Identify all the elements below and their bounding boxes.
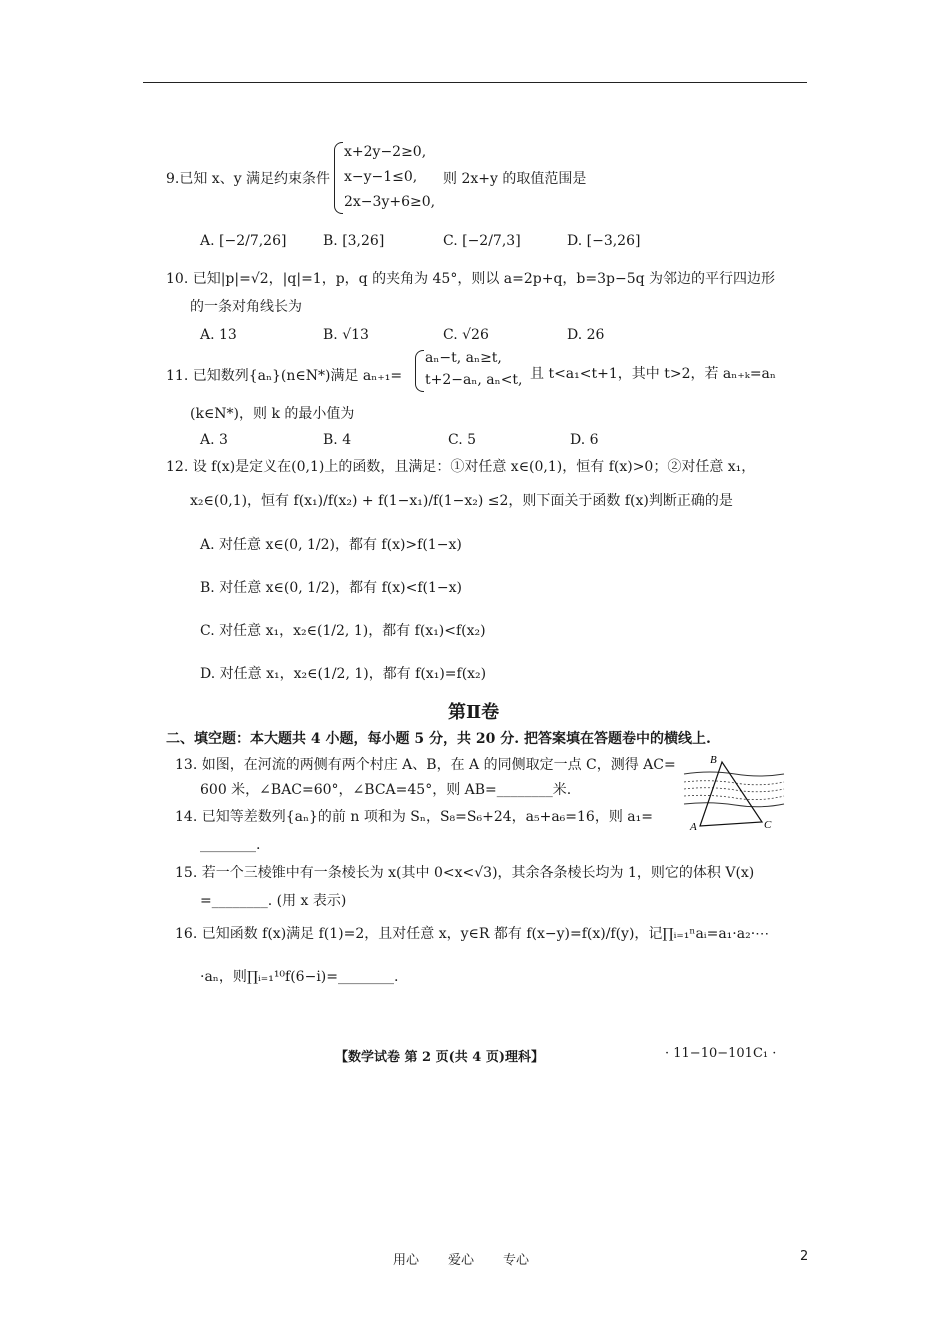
vertex-c-label: C <box>764 819 772 831</box>
q15-line-2: =________. (用 x 表示) <box>200 893 347 909</box>
q10-option-d: D. 26 <box>567 327 605 343</box>
footer-exam-info: 【数学试卷 第 2 页(共 4 页)理科】 <box>335 1050 545 1065</box>
header-rule <box>143 82 807 83</box>
q10-option-b: B. √13 <box>323 327 369 343</box>
q16-line-2: ·aₙ，则∏ᵢ₌₁¹⁰f(6−i)=________. <box>200 969 399 985</box>
river-triangle-diagram <box>680 752 790 832</box>
q14-line-2: ________. <box>200 837 261 853</box>
q12-line-2: x₂∈(0,1)，恒有 f(x₁)/f(x₂) + f(1−x₁)/f(1−x₂) ≤2，则下面关于函数 f(x)判断正确的是 <box>190 493 733 509</box>
q11-option-d: D. 6 <box>570 432 599 448</box>
q9-stem: 9.已知 x、y 满足约束条件 <box>166 171 331 187</box>
motto-1: 用心 <box>393 1253 420 1268</box>
q11-option-c: C. 5 <box>448 432 477 448</box>
q10-option-a: A. 13 <box>200 327 237 343</box>
section-heading: 二、填空题：本大题共 4 小题，每小题 5 分，共 20 分. 把答案填在答题卷中的横线上. <box>166 731 711 747</box>
q9-constraint-2: x−y−1≤0, <box>344 169 418 185</box>
q10-line-2: 的一条对角线长为 <box>190 299 302 315</box>
q11-piecewise <box>415 350 535 390</box>
q14-line-1: 14. 已知等差数列{aₙ}的前 n 项和为 Sₙ，S₈=S₆+24，a₅+a₆=16，则 a₁= <box>175 809 653 825</box>
q9-constraint-3: 2x−3y+6≥0, <box>344 194 436 210</box>
q10-line-1: 10. 已知|p|=√2，|q|=1，p，q 的夹角为 45°，则以 a=2p+q，b=3p−5q 为邻边的平行四边形 <box>166 271 776 287</box>
vertex-b-label: B <box>710 754 717 766</box>
page-number: 2 <box>800 1249 809 1264</box>
q10-option-c: C. √26 <box>443 327 489 343</box>
left-brace-icon <box>415 350 424 392</box>
q9-option-d: D. [−3,26] <box>567 233 641 249</box>
left-brace-icon <box>334 142 343 214</box>
q11-options <box>0 431 950 451</box>
motto-3: 专心 <box>503 1253 530 1268</box>
q11-option-b: B. 4 <box>323 432 352 448</box>
river-lines <box>684 772 784 807</box>
q11-option-a: A. 3 <box>200 432 228 448</box>
q10-options <box>0 326 950 346</box>
q15-line-1: 15. 若一个三棱锥中有一条棱长为 x(其中 0<x<√3)，其余各条棱长均为 1，则它的体积 V(x) <box>175 865 755 881</box>
q9-option-c: C. [−2/7,3] <box>443 233 521 249</box>
q11-line-2: (k∈N*)，则 k 的最小值为 <box>190 406 355 422</box>
q9-constraint-1: x+2y−2≥0, <box>344 144 427 160</box>
q11-case-2: t+2−aₙ, aₙ<t, <box>425 372 523 388</box>
q9-option-b: B. [3,26] <box>323 233 385 249</box>
footer-code: · 11−10−101C₁ · <box>665 1046 777 1061</box>
section-title: 第Ⅱ卷 <box>448 702 500 723</box>
q12-option-c: C. 对任意 x₁，x₂∈(1/2, 1)，都有 f(x₁)<f(x₂) <box>200 623 486 639</box>
q12-option-a: A. 对任意 x∈(0, 1/2)，都有 f(x)>f(1−x) <box>200 537 462 553</box>
q11-case-1: aₙ−t, aₙ≥t, <box>425 350 502 366</box>
q12-option-b: B. 对任意 x∈(0, 1/2)，都有 f(x)<f(1−x) <box>200 580 462 596</box>
q12-line-1: 12. 设 f(x)是定义在(0,1)上的函数，且满足：①对任意 x∈(0,1)，恒有 f(x)>0；②对任意 x₁， <box>166 459 756 475</box>
motto-2: 爱心 <box>448 1253 475 1268</box>
q11-stem: 11. 已知数列{aₙ}(n∈N*)满足 aₙ₊₁= <box>166 368 403 384</box>
q16-line-1: 16. 已知函数 f(x)满足 f(1)=2，且对任意 x，y∈R 都有 f(x−y)=f(x)/f(y)，记∏ᵢ₌₁ⁿaᵢ=a₁·a₂·⋯ <box>175 926 770 942</box>
q9-tail: 则 2x+y 的取值范围是 <box>443 171 587 187</box>
vertex-a-label: A <box>690 821 697 832</box>
q13-line-1: 13. 如图，在河流的两侧有两个村庄 A、B，在 A 的同侧取定一点 C，测得 AC= <box>175 757 676 773</box>
q11-tail: 且 t<a₁<t+1，其中 t>2，若 aₙ₊ₖ=aₙ <box>530 366 776 382</box>
q13-line-2: 600 米，∠BAC=60°，∠BCA=45°，则 AB=________米. <box>200 782 572 798</box>
q9-option-a: A. [−2/7,26] <box>200 233 287 249</box>
q12-option-d: D. 对任意 x₁，x₂∈(1/2, 1)，都有 f(x₁)=f(x₂) <box>200 666 487 682</box>
q9-options <box>0 232 950 252</box>
